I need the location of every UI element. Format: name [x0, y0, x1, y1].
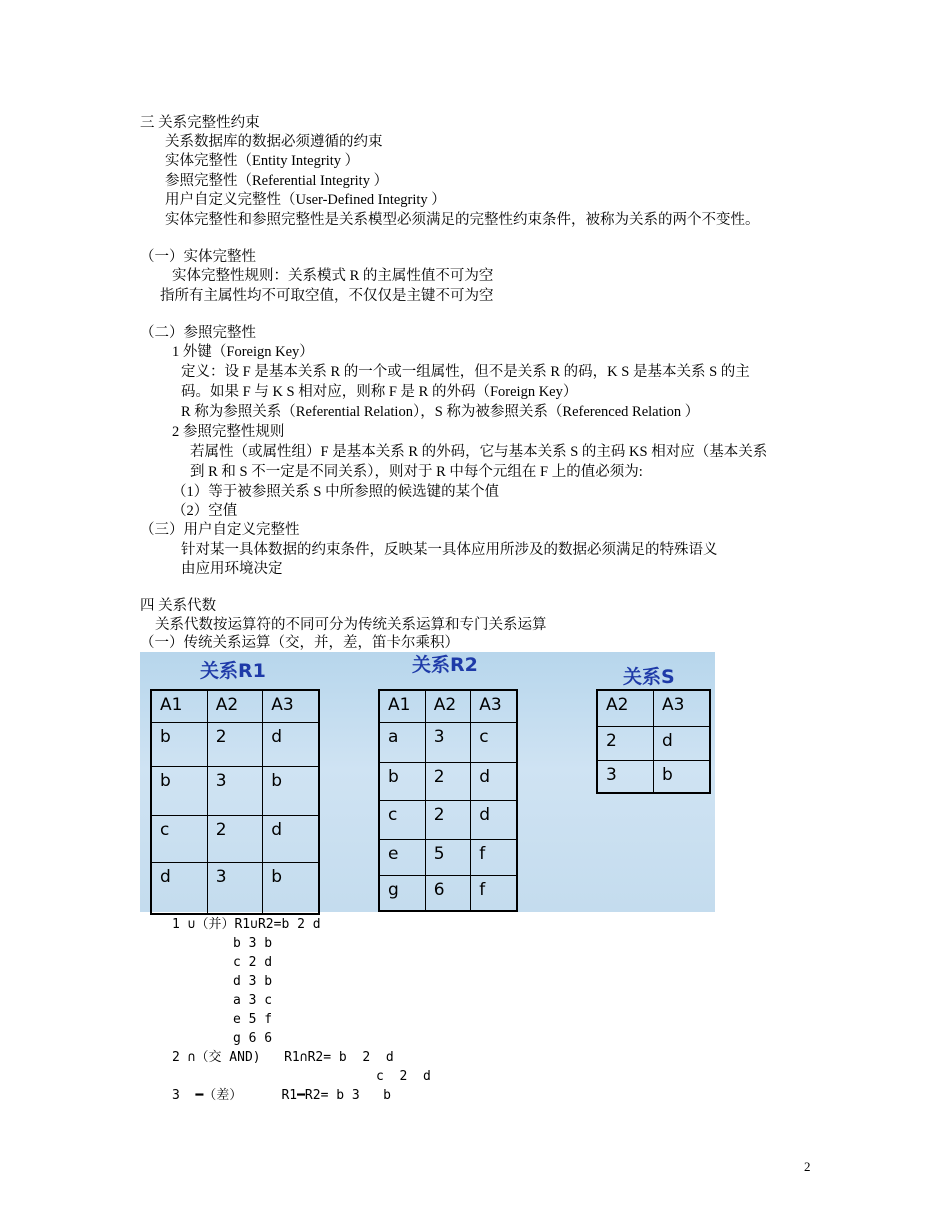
r2-cell: d: [471, 762, 517, 800]
r1-header-cell: A2: [207, 690, 263, 722]
r2-cell: b: [379, 762, 425, 800]
r2-cell: c: [471, 722, 517, 762]
entity-rule: 实体完整性规则：关系模式 R 的主属性值不可为空: [172, 268, 494, 284]
r2-cell: f: [471, 875, 517, 911]
r2-cell: 3: [425, 722, 471, 762]
r2-cell: e: [379, 839, 425, 875]
r2-table: [378, 689, 518, 912]
r2-cell: d: [471, 800, 517, 839]
r1-row: [151, 815, 319, 862]
r1-header-cell: A1: [151, 690, 207, 722]
r2-title: 关系R2: [412, 654, 478, 676]
s-cell: d: [654, 726, 711, 760]
s-row: [597, 726, 710, 760]
r1-cell: 3: [207, 862, 263, 914]
s-cell: 2: [597, 726, 654, 760]
union-result-row: g 6 6: [233, 1031, 273, 1046]
s-title: 关系S: [623, 666, 675, 688]
r1-cell: d: [263, 815, 319, 862]
r1-table: [150, 689, 320, 915]
s-header-cell: A3: [654, 690, 711, 726]
r1-cell: d: [263, 722, 319, 766]
s-table: [596, 689, 711, 794]
page-number: 2: [804, 1159, 811, 1174]
r1-row: [151, 766, 319, 815]
fk-definition-3: R 称为参照关系（Referential Relation），S 称为被参照关系（Referenced Relation ）: [181, 404, 700, 420]
r2-row: [379, 839, 517, 875]
section3-item-3: 参照完整性（Referential Integrity ）: [165, 173, 389, 189]
r2-header-row: [379, 690, 517, 722]
union-result-row: b 3 b: [233, 936, 273, 951]
section3-item-2: 实体完整性（Entity Integrity ）: [165, 153, 360, 169]
r2-header-cell: A2: [425, 690, 471, 722]
r1-cell: c: [151, 815, 207, 862]
r1-title: 关系R1: [200, 660, 266, 682]
union-result-row: e 5 f: [233, 1012, 273, 1027]
section4-intro: 关系代数按运算符的不同可分为传统关系运算和专门关系运算: [155, 617, 547, 633]
r2-cell: 6: [425, 875, 471, 911]
referential-title: （二）参照完整性: [140, 325, 256, 341]
intersect-line: 2 ∩（交 AND) R1∩R2= b 2 d: [172, 1050, 394, 1065]
entity-note: 指所有主属性均不可取空值，不仅仅是主键不可为空: [160, 288, 494, 304]
ref-option-2: （2）空值: [172, 503, 238, 519]
r1-cell: 2: [207, 815, 263, 862]
intersect-line-2: c 2 d: [376, 1069, 431, 1084]
r2-header-cell: A3: [471, 690, 517, 722]
ref-rule-1: 若属性（或属性组）F 是基本关系 R 的外码，它与基本关系 S 的主码 KS 相对应（基本关系: [190, 444, 768, 460]
s-header-cell: A2: [597, 690, 654, 726]
r1-cell: 3: [207, 766, 263, 815]
r2-row: [379, 875, 517, 911]
s-header-row: [597, 690, 710, 726]
r2-cell: 2: [425, 762, 471, 800]
r1-cell: b: [151, 722, 207, 766]
r2-cell: 2: [425, 800, 471, 839]
difference-line: 3 ━（差） R1━R2= b 3 b: [172, 1088, 392, 1103]
r1-cell: b: [151, 766, 207, 815]
section3-item-5: 实体完整性和参照完整性是关系模型必须满足的完整性约束条件，被称为关系的两个不变性。: [165, 212, 760, 228]
user-defined-line-1: 针对某一具体数据的约束条件，反映某一具体应用所涉及的数据必须满足的特殊语义: [181, 542, 718, 558]
r1-row: [151, 722, 319, 766]
user-defined-line-2: 由应用环境决定: [181, 561, 283, 577]
union-result-row: a 3 c: [233, 993, 273, 1008]
ref-option-1: （1）等于被参照关系 S 中所参照的候选键的某个值: [172, 484, 500, 500]
ref-rule-2: 到 R 和 S 不一定是不同关系），则对于 R 中每个元组在 F 上的值必须为:: [190, 464, 643, 480]
section3-item-1: 关系数据库的数据必须遵循的约束: [165, 134, 383, 150]
s-row: [597, 760, 710, 793]
r2-cell: f: [471, 839, 517, 875]
union-result-row: d 3 b: [233, 974, 273, 989]
r1-cell: d: [151, 862, 207, 914]
r2-cell: a: [379, 722, 425, 762]
r1-header-cell: A3: [263, 690, 319, 722]
s-cell: b: [654, 760, 711, 793]
section3-item-4: 用户自定义完整性（User-Defined Integrity ）: [165, 192, 446, 208]
user-defined-title: （三）用户自定义完整性: [140, 522, 300, 538]
r2-row: [379, 800, 517, 839]
r1-row: [151, 862, 319, 914]
r2-cell: c: [379, 800, 425, 839]
r2-row: [379, 762, 517, 800]
section4-title: 四 关系代数: [140, 598, 217, 614]
section3-title: 三 关系完整性约束: [140, 115, 260, 131]
ref-rule-title: 2 参照完整性规则: [172, 424, 285, 440]
fk-definition-1: 定义：设 F 是基本关系 R 的一个或一组属性，但不是关系 R 的码，K S 是基本关系 S 的主: [181, 364, 750, 380]
r1-cell: 2: [207, 722, 263, 766]
r1-header-row: [151, 690, 319, 722]
s-cell: 3: [597, 760, 654, 793]
section4-sub1: （一）传统关系运算（交，并，差，笛卡尔乘积）: [140, 635, 459, 651]
fk-title: 1 外键（Foreign Key）: [172, 344, 314, 360]
relations-figure: [140, 652, 715, 912]
r2-cell: 5: [425, 839, 471, 875]
union-line: 1 ∪（并）R1∪R2=b 2 d: [172, 917, 321, 932]
fk-definition-2: 码。如果 F 与 K S 相对应，则称 F 是 R 的外码（Foreign Key）: [181, 384, 578, 400]
r1-cell: b: [263, 766, 319, 815]
r2-row: [379, 722, 517, 762]
union-result-row: c 2 d: [233, 955, 273, 970]
r2-cell: g: [379, 875, 425, 911]
r1-cell: b: [263, 862, 319, 914]
entity-title: （一）实体完整性: [140, 249, 256, 265]
r2-header-cell: A1: [379, 690, 425, 722]
